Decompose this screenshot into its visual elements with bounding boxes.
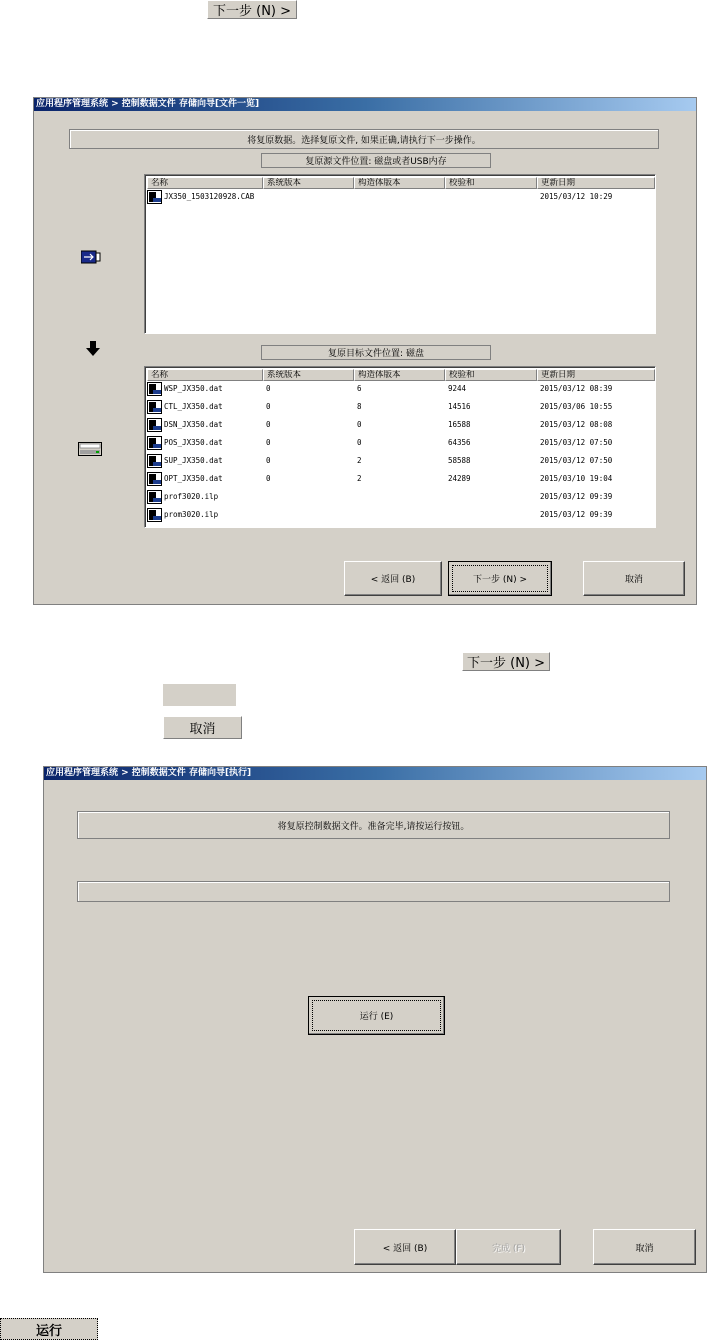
window-title: 应用程序管理系统 > 控制数据文件 存储向导[执行]	[44, 767, 706, 780]
list-item[interactable]: DSN_JX350.dat 0 0 16588 2015/03/12 08:08	[147, 417, 653, 433]
col-sys-version[interactable]: 系统版本	[263, 177, 354, 189]
instruction-message: 将复原控制数据文件。准备完毕,请按运行按钮。	[77, 811, 670, 839]
arrow-down-icon	[85, 341, 101, 357]
source-file-list[interactable]	[144, 174, 656, 334]
blank-button[interactable]	[163, 684, 236, 706]
file-icon	[147, 400, 162, 414]
list-item[interactable]: JX350_1503120928.CAB 2015/03/12 10:29	[147, 189, 653, 205]
list-item[interactable]: OPT_JX350.dat 0 2 24289 2015/03/10 19:04	[147, 471, 653, 487]
file-icon	[147, 454, 162, 468]
list-item[interactable]: POS_JX350.dat 0 0 64356 2015/03/12 07:50	[147, 435, 653, 451]
focus-rect	[312, 1000, 441, 1031]
file-icon	[147, 436, 162, 450]
file-icon	[147, 472, 162, 486]
col-update-date[interactable]: 更新日期	[537, 177, 655, 189]
progress-bar	[77, 881, 670, 902]
top-next-button[interactable]: 下一步 (N) >	[207, 0, 297, 19]
col-checksum[interactable]: 校验和	[445, 369, 537, 381]
list-header	[147, 369, 653, 381]
source-location-label: 复原源文件位置: 磁盘或者USB内存	[261, 153, 491, 168]
window-title: 应用程序管理系统 > 控制数据文件 存储向导[文件一览]	[34, 98, 696, 111]
execute-window	[43, 766, 707, 1273]
disk-drive-icon	[78, 441, 102, 455]
col-struct-version[interactable]: 构造体版本	[354, 369, 445, 381]
list-item[interactable]: SUP_JX350.dat 0 2 58588 2015/03/12 07:50	[147, 453, 653, 469]
cancel-inline-button[interactable]: 取消	[163, 716, 242, 739]
instruction-message: 将复原数据。选择复原文件, 如果正确,请执行下一步操作。	[69, 129, 659, 149]
run-button[interactable]	[308, 996, 445, 1035]
target-location-label: 复原目标文件位置: 磁盘	[261, 345, 491, 360]
finish-button[interactable]: 完成 (F)	[456, 1229, 561, 1265]
run-button-label: 运行 (E)	[359, 1012, 394, 1022]
list-header	[147, 177, 653, 189]
cancel-button[interactable]: 取消	[583, 561, 685, 596]
col-sys-version[interactable]: 系统版本	[263, 369, 354, 381]
back-button[interactable]: < 返回 (B)	[354, 1229, 456, 1265]
list-item[interactable]: prof3020.ilp 2015/03/12 09:39	[147, 489, 653, 505]
col-checksum[interactable]: 校验和	[445, 177, 537, 189]
file-icon	[147, 490, 162, 504]
usb-icon	[81, 249, 101, 263]
col-name[interactable]: 名称	[147, 369, 263, 381]
back-button[interactable]: < 返回 (B)	[344, 561, 442, 596]
cancel-button[interactable]: 取消	[593, 1229, 696, 1265]
col-update-date[interactable]: 更新日期	[537, 369, 655, 381]
target-file-list[interactable]	[144, 366, 656, 528]
focus-rect	[452, 565, 548, 592]
mid-next-button[interactable]: 下一步 (N) >	[462, 652, 550, 671]
next-button-label: 下一步 (N) >	[472, 575, 528, 585]
list-item[interactable]: WSP_JX350.dat 0 6 9244 2015/03/12 08:39	[147, 381, 653, 397]
file-icon	[147, 190, 162, 204]
list-item[interactable]: prom3020.ilp 2015/03/12 09:39	[147, 507, 653, 523]
file-icon	[147, 382, 162, 396]
bottom-run-button[interactable]: 运行	[0, 1318, 98, 1340]
list-item[interactable]: CTL_JX350.dat 0 8 14516 2015/03/06 10:55	[147, 399, 653, 415]
next-button[interactable]	[448, 561, 552, 596]
col-name[interactable]: 名称	[147, 177, 263, 189]
file-icon	[147, 418, 162, 432]
col-struct-version[interactable]: 构造体版本	[354, 177, 445, 189]
file-list-window	[33, 97, 697, 605]
file-icon	[147, 508, 162, 522]
